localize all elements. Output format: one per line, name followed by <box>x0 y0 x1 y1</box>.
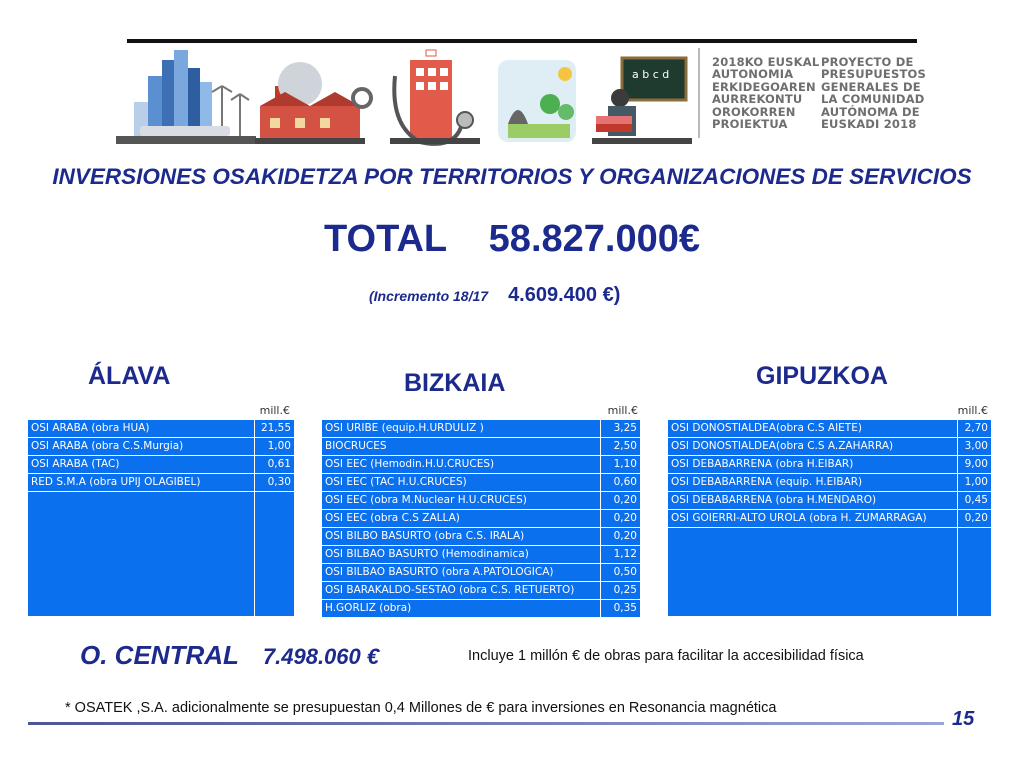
total-label: TOTAL <box>323 218 447 260</box>
increment-label: (Incremento 18/17 <box>369 288 489 304</box>
row-value: 0,25 <box>600 582 640 600</box>
increment-amount: 4.609.400 €) <box>508 284 621 306</box>
row-value: 0,61 <box>254 456 294 474</box>
row-item: OSI URIBE (equip.H.URDULIZ ) <box>322 420 600 438</box>
row-item: OSI BILBO BASURTO (obra C.S. IRALA) <box>322 528 600 546</box>
row-item: H.GORLIZ (obra) <box>322 600 600 618</box>
table-row <box>28 456 294 474</box>
row-item: OSI BARAKALDO-SESTAO (obra C.S. RETUERTO) <box>322 582 600 600</box>
table-row <box>322 420 640 438</box>
row-value: 21,55 <box>254 420 294 438</box>
row-item: OSI ARABA (obra C.S.Murgia) <box>28 438 254 456</box>
region-title-gipuzkoa: GIPUZKOA <box>756 362 888 390</box>
table-row <box>322 492 640 510</box>
hospital-illustration <box>390 50 480 144</box>
region-title-alava: ÁLAVA <box>88 362 171 390</box>
row-value: 3,25 <box>600 420 640 438</box>
table-filler <box>28 492 294 617</box>
row-item: BIOCRUCES <box>322 438 600 456</box>
banner-spanish-title: PROYECTO DE PRESUPUESTOS GENERALES DE LA COMUNIDAD AUTÓNOMA DE EUSKADI 2018 <box>821 55 926 132</box>
page-title: INVERSIONES OSAKIDETZA POR TERRITORIOS Y ORGANIZACIONES DE SERVICIOS <box>52 164 972 189</box>
region-title-bizkaia: BIZKAIA <box>404 369 506 397</box>
row-item: RED S.M.A (obra UPIJ OLAGIBEL) <box>28 474 254 492</box>
row-value: 9,00 <box>957 456 991 474</box>
unit-label-alava: mill.€ <box>259 404 290 417</box>
table-row <box>322 600 640 618</box>
row-item: OSI DONOSTIALDEA(obra C.S AIETE) <box>668 420 957 438</box>
row-value: 1,00 <box>957 474 991 492</box>
table-row <box>322 582 640 600</box>
table-row <box>668 438 991 456</box>
table-row <box>668 474 991 492</box>
row-value: 0,30 <box>254 474 294 492</box>
chalkboard-illustration <box>592 58 692 144</box>
central-amount: 7.498.060 € <box>262 644 380 669</box>
table-row <box>322 510 640 528</box>
row-value: 1,10 <box>600 456 640 474</box>
table-row <box>28 420 294 438</box>
table-row <box>668 420 991 438</box>
central-line <box>80 640 379 671</box>
row-value: 2,70 <box>957 420 991 438</box>
row-value: 2,50 <box>600 438 640 456</box>
row-value: 1,00 <box>254 438 294 456</box>
row-value: 0,35 <box>600 600 640 618</box>
table-row <box>668 456 991 474</box>
banner-divider <box>698 48 700 138</box>
banner-basque-title: 2018KO EUSKAL AUTONOMIA ERKIDEGOAREN AURREKONTU OROKORREN PROIEKTUA <box>712 55 820 132</box>
row-item: OSI DEBABARRENA (obra H.EIBAR) <box>668 456 957 474</box>
row-item: OSI EEC (TAC H.U.CRUCES) <box>322 474 600 492</box>
table-row <box>322 456 640 474</box>
table-row <box>28 438 294 456</box>
table-row <box>322 546 640 564</box>
row-value: 0,20 <box>600 528 640 546</box>
table-row <box>668 492 991 510</box>
central-label: O. CENTRAL <box>80 640 239 670</box>
increment-line <box>369 284 620 307</box>
row-item: OSI DEBABARRENA (obra H.MENDARO) <box>668 492 957 510</box>
banner-top-rule <box>127 39 917 43</box>
factory-illustration <box>255 62 371 144</box>
row-value: 0,60 <box>600 474 640 492</box>
table-gipuzkoa <box>668 420 991 616</box>
total-line <box>0 218 1024 261</box>
row-item: OSI ARABA (TAC) <box>28 456 254 474</box>
row-item: OSI EEC (obra C.S ZALLA) <box>322 510 600 528</box>
central-note: Incluye 1 millón € de obras para facilitar la accesibilidad física <box>468 648 864 664</box>
table-row <box>322 474 640 492</box>
footnote: * OSATEK ,S.A. adicionalmente se presupuestan 0,4 Millones de € para inversiones en Resonancia magnética <box>65 700 777 716</box>
row-item: OSI BILBAO BASURTO (obra A.PATOLOGICA) <box>322 564 600 582</box>
row-value: 0,20 <box>957 510 991 528</box>
total-amount: 58.827.000€ <box>488 218 700 260</box>
row-value: 1,12 <box>600 546 640 564</box>
row-item: OSI ARABA (obra HUA) <box>28 420 254 438</box>
chalkboard-letters: a b c d <box>632 68 670 81</box>
table-row <box>322 564 640 582</box>
row-value: 0,50 <box>600 564 640 582</box>
table-row <box>28 474 294 492</box>
row-item: OSI EEC (obra M.Nuclear H.U.CRUCES) <box>322 492 600 510</box>
row-item: OSI DONOSTIALDEA(obra C.S A.ZAHARRA) <box>668 438 957 456</box>
row-item: OSI GOIERRI-ALTO UROLA (obra H. ZUMARRAGA) <box>668 510 957 528</box>
row-value: 0,45 <box>957 492 991 510</box>
row-item: OSI EEC (Hemodin.H.U.CRUCES) <box>322 456 600 474</box>
table-bizkaia <box>322 420 640 618</box>
page-number: 15 <box>952 708 975 730</box>
row-value: 0,20 <box>600 510 640 528</box>
park-illustration <box>498 60 576 142</box>
unit-label-bizkaia: mill.€ <box>607 404 638 417</box>
table-row <box>322 438 640 456</box>
row-item: OSI BILBAO BASURTO (Hemodinamica) <box>322 546 600 564</box>
table-alava <box>28 420 294 616</box>
unit-label-gipuzkoa: mill.€ <box>957 404 988 417</box>
table-row <box>668 510 991 528</box>
table-row <box>322 528 640 546</box>
bottom-rule <box>28 722 944 725</box>
row-item: OSI DEBABARRENA (equip. H.EIBAR) <box>668 474 957 492</box>
table-filler <box>668 528 991 617</box>
row-value: 0,20 <box>600 492 640 510</box>
row-value: 3,00 <box>957 438 991 456</box>
banner-illustrations <box>110 46 700 150</box>
city-skyline-illustration <box>116 50 256 144</box>
